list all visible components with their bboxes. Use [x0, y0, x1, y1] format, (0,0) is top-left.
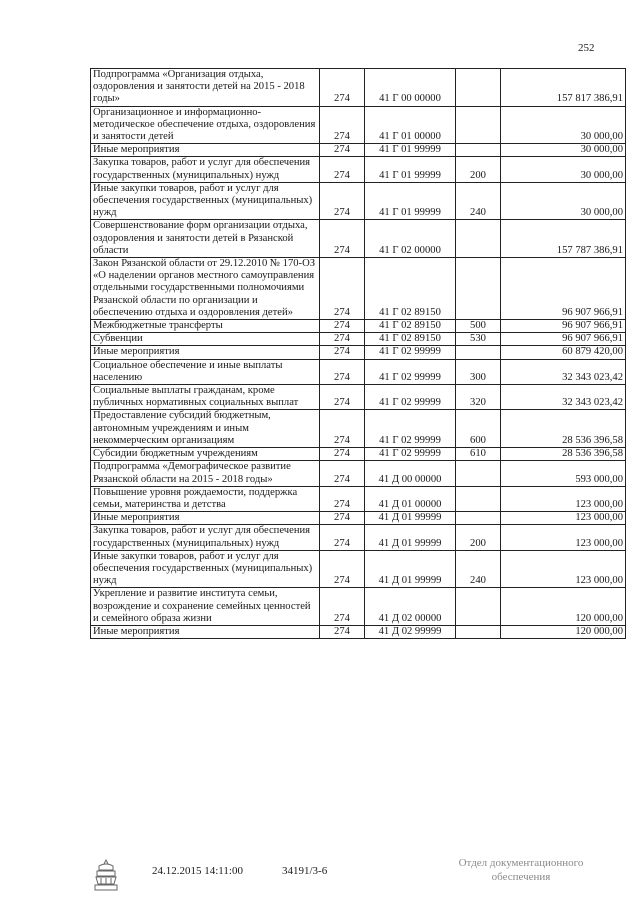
- row-csr: 41 Г 02 89150: [365, 333, 456, 346]
- row-sum: 120 000,00: [501, 588, 626, 626]
- row-grbs: 274: [320, 320, 365, 333]
- table-row: [91, 385, 626, 410]
- row-grbs: 274: [320, 144, 365, 157]
- row-grbs: 274: [320, 625, 365, 638]
- budget-table: [90, 68, 626, 639]
- row-sum: 123 000,00: [501, 486, 626, 511]
- row-csr: 41 Д 00 00000: [365, 461, 456, 486]
- row-vr: [456, 461, 501, 486]
- row-csr: 41 Д 01 00000: [365, 486, 456, 511]
- row-vr: 200: [456, 525, 501, 550]
- row-vr: 500: [456, 320, 501, 333]
- row-name: Межбюджетные трансферты: [91, 320, 320, 333]
- row-grbs: 274: [320, 385, 365, 410]
- row-vr: [456, 512, 501, 525]
- row-vr: 240: [456, 182, 501, 220]
- table-row: [91, 220, 626, 258]
- row-sum: 28 536 396,58: [501, 410, 626, 448]
- footer-datetime: 24.12.2015 14:11:00: [152, 865, 243, 877]
- table-row: [91, 359, 626, 384]
- row-name: Иные мероприятия: [91, 512, 320, 525]
- row-grbs: 274: [320, 448, 365, 461]
- row-name: Повышение уровня рождаемости, поддержка семьи, материнства и детства: [91, 486, 320, 511]
- row-csr: 41 Г 01 00000: [365, 106, 456, 144]
- table-row: [91, 550, 626, 588]
- row-name: Закон Рязанской области от 29.12.2010 № 170-ОЗ «О наделении органов местного самоуправления отдельными государственными полномочиями Рязанской области по организации и обеспечению отдыха и оздоровления детей»: [91, 258, 320, 320]
- row-grbs: 274: [320, 220, 365, 258]
- row-csr: 41 Д 01 99999: [365, 525, 456, 550]
- page-number: 252: [578, 42, 595, 54]
- row-csr: 41 Г 02 00000: [365, 220, 456, 258]
- table-row: [91, 106, 626, 144]
- row-name: Социальные выплаты гражданам, кроме публичных нормативных социальных выплат: [91, 385, 320, 410]
- row-sum: 32 343 023,42: [501, 385, 626, 410]
- row-name: Совершенствование форм организации отдыха, оздоровления и занятости детей в Рязанской области: [91, 220, 320, 258]
- table-row: [91, 69, 626, 107]
- row-sum: 96 907 966,91: [501, 333, 626, 346]
- footer-stamp-line-1: Отдел документационного: [458, 857, 584, 869]
- row-csr: 41 Г 02 99999: [365, 385, 456, 410]
- row-sum: 32 343 023,42: [501, 359, 626, 384]
- row-csr: 41 Г 02 99999: [365, 410, 456, 448]
- footer-stamp-line-2: обеспечения: [491, 871, 551, 883]
- row-sum: 157 787 386,91: [501, 220, 626, 258]
- row-sum: 30 000,00: [501, 182, 626, 220]
- row-grbs: 274: [320, 512, 365, 525]
- row-sum: 60 879 420,00: [501, 346, 626, 359]
- row-csr: 41 Д 01 99999: [365, 550, 456, 588]
- row-name: Субвенции: [91, 333, 320, 346]
- row-name: Иные закупки товаров, работ и услуг для обеспечения государственных (муниципальных) нужд: [91, 182, 320, 220]
- footer-stamp: [446, 856, 596, 884]
- row-vr: [456, 69, 501, 107]
- table-row: [91, 346, 626, 359]
- row-vr: 200: [456, 157, 501, 182]
- coat-of-arms-icon: [92, 858, 120, 892]
- row-csr: 41 Д 02 00000: [365, 588, 456, 626]
- row-vr: 300: [456, 359, 501, 384]
- row-sum: 96 907 966,91: [501, 258, 626, 320]
- row-grbs: 274: [320, 550, 365, 588]
- row-sum: 28 536 396,58: [501, 448, 626, 461]
- table-row: [91, 410, 626, 448]
- row-name: Иные мероприятия: [91, 144, 320, 157]
- row-sum: 123 000,00: [501, 512, 626, 525]
- row-name: Подпрограмма «Демографическое развитие Рязанской области на 2015 - 2018 годы»: [91, 461, 320, 486]
- table-row: [91, 258, 626, 320]
- table-row: [91, 157, 626, 182]
- row-vr: [456, 258, 501, 320]
- table-row: [91, 525, 626, 550]
- row-sum: 30 000,00: [501, 157, 626, 182]
- row-vr: 600: [456, 410, 501, 448]
- table-row: [91, 512, 626, 525]
- table-row: [91, 320, 626, 333]
- page-footer: [0, 852, 640, 905]
- row-vr: 610: [456, 448, 501, 461]
- row-name: Субсидии бюджетным учреждениям: [91, 448, 320, 461]
- row-name: Подпрограмма «Организация отдыха, оздоровления и занятости детей на 2015 - 2018 годы»: [91, 69, 320, 107]
- row-csr: 41 Д 01 99999: [365, 512, 456, 525]
- row-name: Закупка товаров, работ и услуг для обеспечения государственных (муниципальных) нужд: [91, 157, 320, 182]
- row-vr: [456, 144, 501, 157]
- table-row: [91, 182, 626, 220]
- table-row: [91, 486, 626, 511]
- row-name: Иные мероприятия: [91, 625, 320, 638]
- row-vr: 240: [456, 550, 501, 588]
- row-sum: 96 907 966,91: [501, 320, 626, 333]
- row-grbs: 274: [320, 333, 365, 346]
- row-sum: 593 000,00: [501, 461, 626, 486]
- row-sum: 30 000,00: [501, 144, 626, 157]
- row-vr: [456, 220, 501, 258]
- row-grbs: 274: [320, 157, 365, 182]
- row-vr: [456, 346, 501, 359]
- row-vr: 320: [456, 385, 501, 410]
- row-name: Предоставление субсидий бюджетным, автономным учреждениям и иным некоммерческим организациям: [91, 410, 320, 448]
- row-name: Социальное обеспечение и иные выплаты населению: [91, 359, 320, 384]
- row-csr: 41 Г 00 00000: [365, 69, 456, 107]
- row-vr: [456, 588, 501, 626]
- row-grbs: 274: [320, 461, 365, 486]
- row-name: Укрепление и развитие института семьи, возрождение и сохранение семейных ценностей и семейного образа жизни: [91, 588, 320, 626]
- row-name: Иные мероприятия: [91, 346, 320, 359]
- row-name: Иные закупки товаров, работ и услуг для обеспечения государственных (муниципальных) нужд: [91, 550, 320, 588]
- table-row: [91, 448, 626, 461]
- row-vr: 530: [456, 333, 501, 346]
- row-sum: 120 000,00: [501, 625, 626, 638]
- row-vr: [456, 486, 501, 511]
- row-name: Организационное и информационно-методическое обеспечение отдыха, оздоровления и занятости детей: [91, 106, 320, 144]
- row-vr: [456, 625, 501, 638]
- row-grbs: 274: [320, 410, 365, 448]
- row-grbs: 274: [320, 588, 365, 626]
- row-csr: 41 Г 02 99999: [365, 346, 456, 359]
- row-sum: 123 000,00: [501, 550, 626, 588]
- row-name: Закупка товаров, работ и услуг для обеспечения государственных (муниципальных) нужд: [91, 525, 320, 550]
- table-row: [91, 144, 626, 157]
- row-grbs: 274: [320, 258, 365, 320]
- row-csr: 41 Г 02 99999: [365, 448, 456, 461]
- row-sum: 157 817 386,91: [501, 69, 626, 107]
- table-row: [91, 461, 626, 486]
- footer-doc-code: 34191/3-6: [282, 865, 328, 877]
- budget-table-body: [91, 69, 626, 639]
- table-row: [91, 625, 626, 638]
- row-csr: 41 Г 02 99999: [365, 359, 456, 384]
- row-csr: 41 Г 02 89150: [365, 258, 456, 320]
- row-csr: 41 Г 01 99999: [365, 157, 456, 182]
- row-csr: 41 Д 02 99999: [365, 625, 456, 638]
- table-row: [91, 333, 626, 346]
- row-csr: 41 Г 01 99999: [365, 182, 456, 220]
- row-grbs: 274: [320, 106, 365, 144]
- row-csr: 41 Г 02 89150: [365, 320, 456, 333]
- row-sum: 30 000,00: [501, 106, 626, 144]
- row-grbs: 274: [320, 346, 365, 359]
- row-grbs: 274: [320, 359, 365, 384]
- row-grbs: 274: [320, 525, 365, 550]
- table-row: [91, 588, 626, 626]
- row-grbs: 274: [320, 182, 365, 220]
- row-csr: 41 Г 01 99999: [365, 144, 456, 157]
- row-sum: 123 000,00: [501, 525, 626, 550]
- row-grbs: 274: [320, 69, 365, 107]
- row-vr: [456, 106, 501, 144]
- row-grbs: 274: [320, 486, 365, 511]
